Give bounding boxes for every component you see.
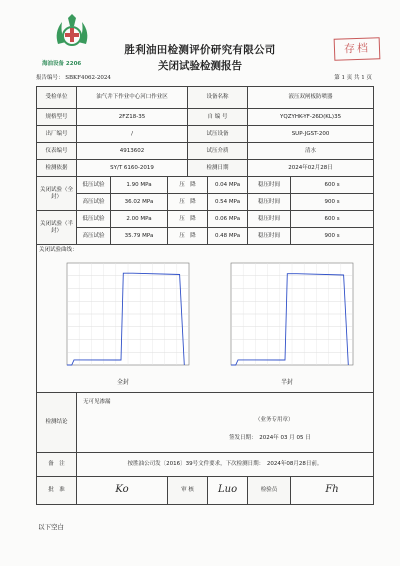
remarks-text: 按胜油公司发〔2016〕39号文件要求，下次检测日期： 2024年08月28日前。 — [77, 453, 374, 477]
client-label: 受检单位 — [37, 87, 77, 109]
test-type: 高压试验 — [77, 228, 111, 245]
conclusion-cell — [77, 393, 374, 453]
hold-time: 600 s — [291, 177, 374, 194]
half-seal-chart — [215, 257, 363, 375]
device-name-label: 设备名称 — [188, 87, 248, 109]
pressure-drop: 0.04 MPa — [208, 177, 248, 194]
business-seal: （业务专用章） — [255, 417, 294, 423]
approve-label: 批 准 — [37, 477, 77, 505]
end-note: 以下空白 — [38, 523, 64, 531]
date-label: 检测日期 — [188, 160, 248, 177]
hold-time-label: 稳压时间 — [248, 194, 291, 211]
company-title: 胜利油田检测评价研究有限公司 — [124, 44, 276, 56]
drop-label: 压 降 — [168, 211, 208, 228]
logo-caption: 海油设备 2206 — [42, 61, 82, 67]
half-seal-caption: 半封 — [281, 379, 294, 386]
curves-label: 关闭试验曲线： — [39, 247, 78, 253]
spec-label: 规格型号 — [37, 109, 77, 126]
page-number: 第 1 页 共 1 页 — [334, 75, 372, 81]
drop-label: 压 降 — [168, 194, 208, 211]
hold-time-label: 稳压时间 — [248, 228, 291, 245]
test-pressure: 35.79 MPa — [111, 228, 168, 245]
curves-section — [37, 245, 374, 393]
test-type: 低压试验 — [77, 177, 111, 194]
instrument-label: 仪表编号 — [37, 143, 77, 160]
test-pressure: 1.90 MPa — [111, 177, 168, 194]
factory-number-value: / — [77, 126, 188, 143]
pressure-drop: 0.48 MPa — [208, 228, 248, 245]
full-seal-group-label: 关闭试验（全封） — [37, 177, 77, 211]
review-signature: Luo — [208, 477, 248, 505]
drop-label: 压 降 — [168, 228, 208, 245]
archive-stamp: 存档 — [334, 37, 381, 61]
half-seal-group-label: 关闭试验（半封） — [37, 211, 77, 245]
hold-time: 900 s — [291, 228, 374, 245]
hold-time: 600 s — [291, 211, 374, 228]
full-seal-chart — [51, 257, 199, 375]
test-type: 低压试验 — [77, 211, 111, 228]
self-number-label: 自 编 号 — [188, 109, 248, 126]
basis-value: SY/T 6160-2019 — [77, 160, 188, 177]
test-equipment-value: SUP-JGST-200 — [248, 126, 374, 143]
basis-label: 检测依据 — [37, 160, 77, 177]
review-label: 审 核 — [168, 477, 208, 505]
hold-time: 900 s — [291, 194, 374, 211]
pressure-drop: 0.54 MPa — [208, 194, 248, 211]
pressure-drop: 0.06 MPa — [208, 211, 248, 228]
report-table — [36, 86, 374, 505]
spec-value: 2FZ18-35 — [77, 109, 188, 126]
remarks-label: 备 注 — [37, 453, 77, 477]
conclusion-text: 无可见渗漏 — [83, 399, 111, 405]
hold-time-label: 稳压时间 — [248, 211, 291, 228]
test-pressure: 2.00 MPa — [111, 211, 168, 228]
test-pressure: 36.02 MPa — [111, 194, 168, 211]
self-number-value: YQZYHK-YF-26D(KL)35 — [248, 109, 374, 126]
issue-date: 签发日期： 2024年 03 月 05 日 — [229, 435, 311, 441]
report-number: 报告编号： SBKF4062-2024 — [36, 75, 111, 81]
date-value: 2024年02月28日 — [248, 160, 374, 177]
test-equipment-label: 试压设备 — [188, 126, 248, 143]
client-value: 油气井下作业中心河口作业区 — [77, 87, 188, 109]
hold-time-label: 稳压时间 — [248, 177, 291, 194]
instrument-value: 4913602 — [77, 143, 188, 160]
factory-number-label: 出厂编号 — [37, 126, 77, 143]
drop-label: 压 降 — [168, 177, 208, 194]
conclusion-label: 检测结论 — [37, 393, 77, 453]
test-type: 高压试验 — [77, 194, 111, 211]
device-name-value: 液压双闸板防喷器 — [248, 87, 374, 109]
inspector-signature: Fh — [291, 477, 374, 505]
full-seal-caption: 全封 — [117, 379, 130, 386]
inspector-label: 检验员 — [248, 477, 291, 505]
medium-value: 清水 — [248, 143, 374, 160]
report-title: 关闭试验检测报告 — [158, 60, 242, 72]
approve-signature: Ko — [77, 477, 168, 505]
medium-label: 试压介质 — [188, 143, 248, 160]
